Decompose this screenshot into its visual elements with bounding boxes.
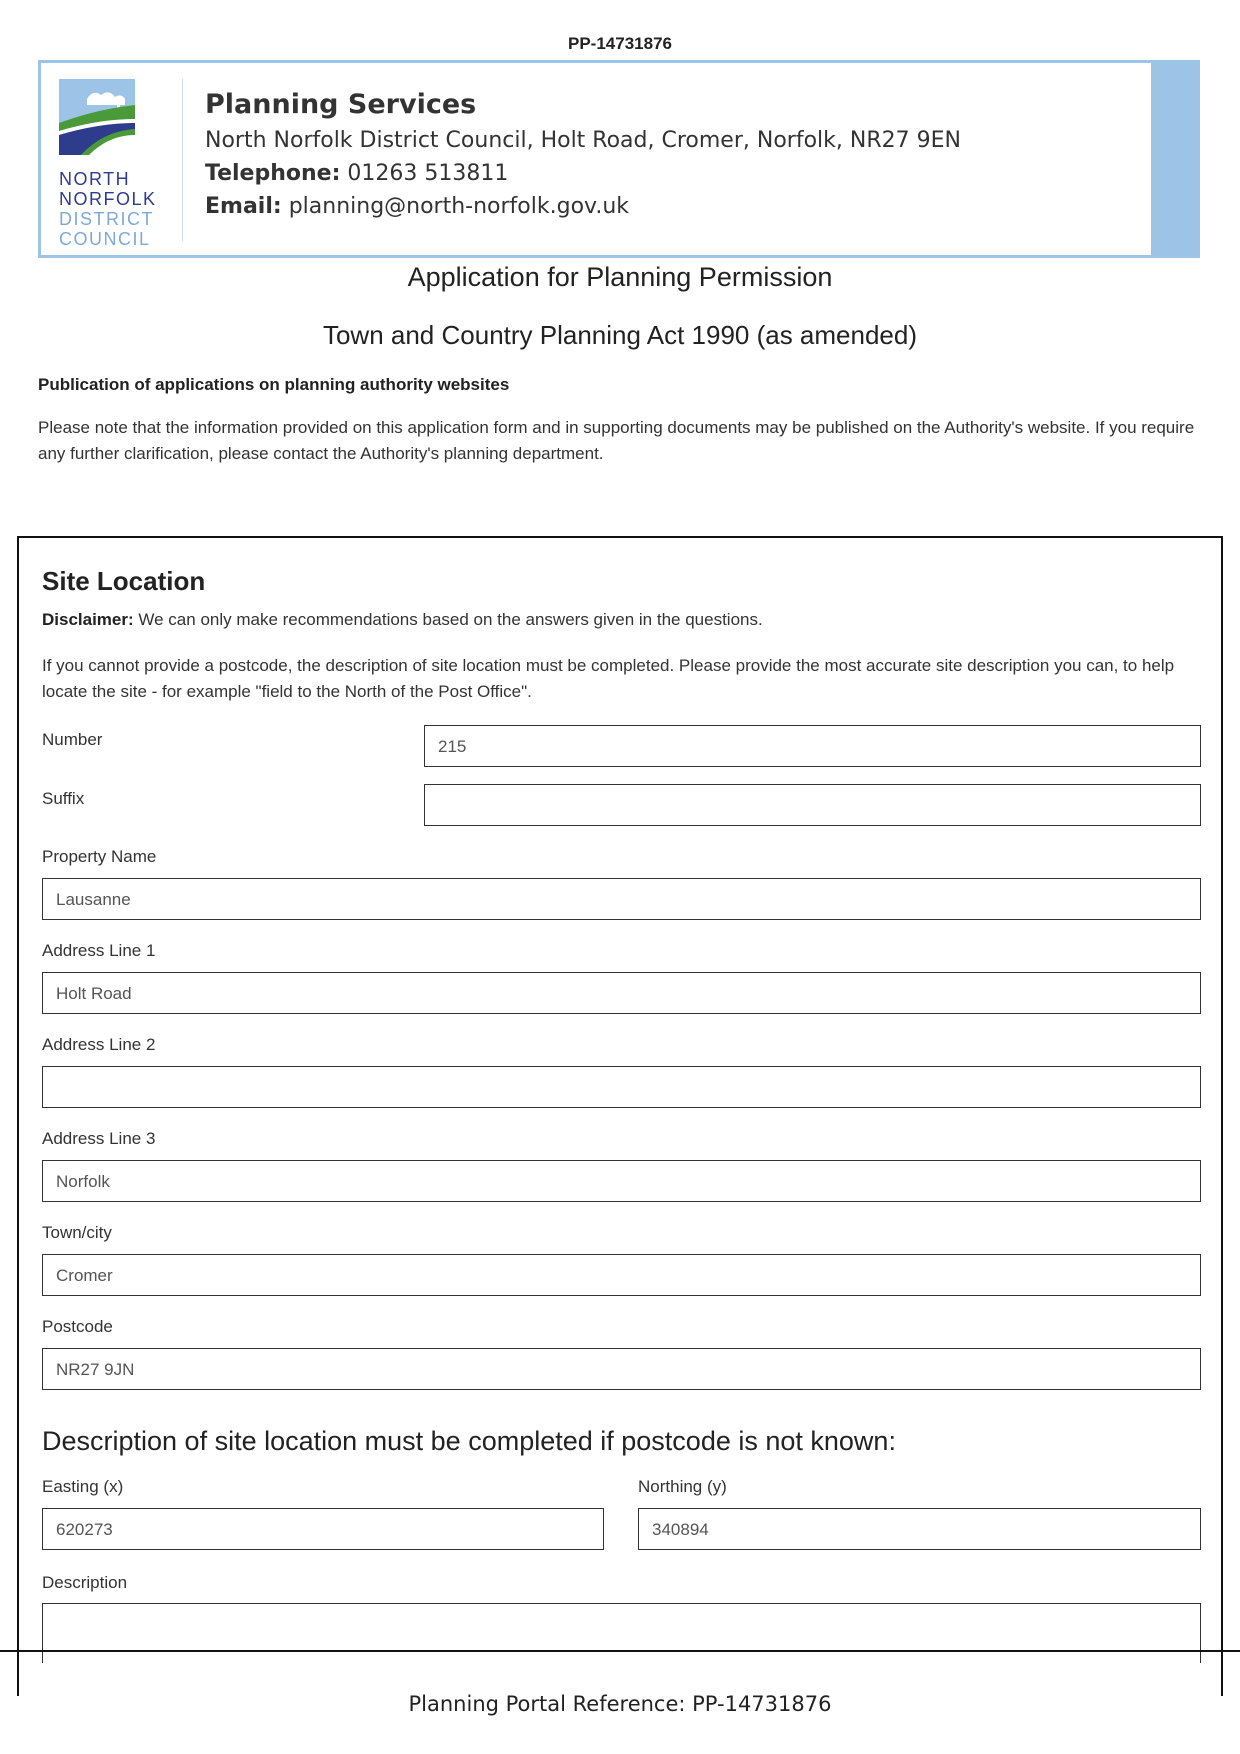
- logo-line: NORFOLK: [59, 189, 157, 209]
- description-label: Description: [42, 1573, 128, 1592]
- site-location-section: [17, 536, 1223, 1696]
- town-city-label: Town/city: [42, 1223, 112, 1242]
- banner-side-stripe: [1151, 63, 1197, 255]
- footer-reference: Planning Portal Reference: PP-14731876: [408, 1692, 832, 1716]
- site-location-note: If you cannot provide a postcode, the description of site location must be completed. Please provide the most accurate site description you can, to help locate the site - for example "field to the North of the Post Office".: [42, 656, 1175, 701]
- easting-field[interactable]: 620273: [42, 1508, 604, 1550]
- property-name-label: Property Name: [42, 847, 157, 866]
- address-line-1-label: Address Line 1: [42, 941, 156, 960]
- postcode-label: Postcode: [42, 1317, 113, 1336]
- email-line: [205, 190, 961, 223]
- council-header-banner: [38, 60, 1200, 258]
- address-line-1-field[interactable]: Holt Road: [42, 972, 1201, 1014]
- banner-divider: [182, 79, 183, 241]
- disclaimer-text: We can only make recommendations based on the answers given in the questions.: [133, 610, 763, 629]
- address-line-3-field[interactable]: Norfolk: [42, 1160, 1201, 1202]
- section-title: Site Location: [42, 566, 206, 596]
- logo-line: DISTRICT: [59, 209, 154, 229]
- address-line-2-label: Address Line 2: [42, 1035, 156, 1054]
- council-logo: [59, 79, 171, 249]
- property-name-field[interactable]: Lausanne: [42, 878, 1201, 920]
- publication-text: Please note that the information provided on this application form and in supporting documents may be published on the Authority's website. If you require any further clarification, please contact the Authority's planning department.: [38, 418, 1195, 463]
- council-contact-info: [205, 89, 961, 223]
- reference-number-top: PP-14731876: [568, 34, 672, 53]
- address-line-3-label: Address Line 3: [42, 1129, 156, 1148]
- council-logo-icon: [59, 79, 135, 155]
- disclaimer: [42, 610, 763, 630]
- suffix-label: Suffix: [42, 789, 85, 808]
- number-field[interactable]: 215: [424, 725, 1201, 767]
- council-logo-wordmark: [59, 169, 171, 249]
- description-field[interactable]: [42, 1603, 1201, 1663]
- act-title: Town and Country Planning Act 1990 (as amended): [322, 320, 918, 350]
- number-label: Number: [42, 730, 103, 749]
- postcode-field[interactable]: NR27 9JN: [42, 1348, 1201, 1390]
- email-label: Email:: [205, 194, 282, 219]
- logo-line: NORTH: [59, 169, 131, 189]
- logo-line: COUNCIL: [59, 229, 151, 249]
- easting-label: Easting (x): [42, 1477, 124, 1496]
- publication-heading: Publication of applications on planning authority websites: [38, 375, 510, 394]
- northing-field[interactable]: 340894: [638, 1508, 1201, 1550]
- description-heading: Description of site location must be completed if postcode is not known:: [42, 1426, 896, 1456]
- address-line-2-field[interactable]: [42, 1066, 1201, 1108]
- application-title: Application for Planning Permission: [407, 262, 833, 292]
- footer-divider: [0, 1650, 1240, 1652]
- town-city-field[interactable]: Cromer: [42, 1254, 1201, 1296]
- service-title: Planning Services: [205, 89, 477, 120]
- telephone-label: Telephone:: [205, 161, 341, 186]
- northing-label: Northing (y): [638, 1477, 727, 1496]
- telephone-number: 01263 513811: [347, 161, 509, 186]
- telephone-line: [205, 157, 961, 190]
- suffix-field[interactable]: [424, 784, 1201, 826]
- email-address: planning@north-norfolk.gov.uk: [288, 194, 630, 219]
- council-address: North Norfolk District Council, Holt Road, Cromer, Norfolk, NR27 9EN: [205, 128, 961, 153]
- disclaimer-label: Disclaimer:: [42, 610, 134, 629]
